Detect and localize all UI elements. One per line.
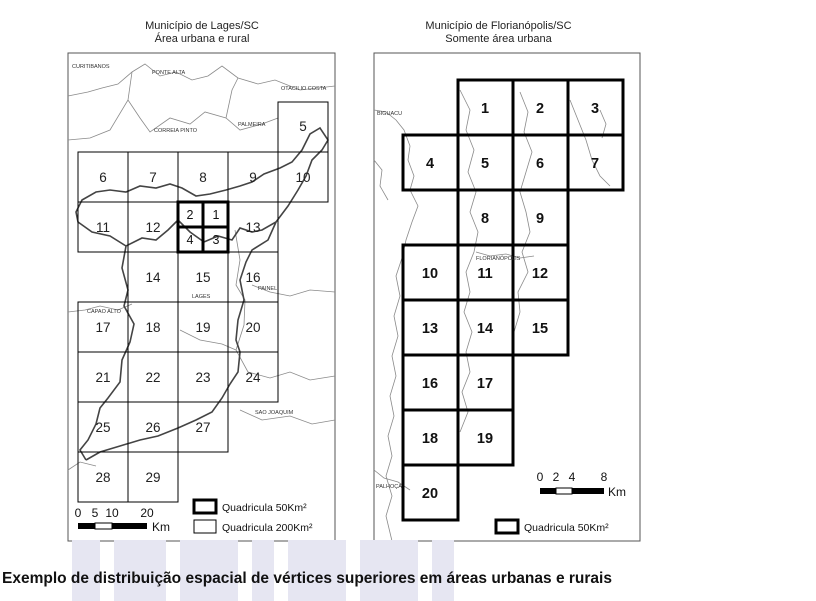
left-cell-14: 14 [145, 270, 161, 285]
left-cell-6: 6 [99, 170, 107, 185]
label-biguacu: BIGUACU [377, 111, 403, 117]
left-scale-tick-0: 0 [74, 506, 82, 520]
left-scale-tick-20: 20 [140, 506, 154, 520]
legend-50-label: Quadricula 50Km² [222, 502, 307, 514]
right-cell-13: 13 [421, 321, 439, 337]
left-cell-21: 21 [95, 370, 111, 385]
left-cell-22: 22 [145, 370, 161, 385]
label-ponte-alta: PONTE ALTA [152, 70, 186, 76]
left-cell-20: 20 [245, 320, 261, 335]
right-cell-14: 14 [476, 321, 494, 337]
left-cell-12: 12 [145, 220, 161, 235]
left-scale-unit: Km [152, 520, 170, 534]
right-cell-15: 15 [531, 321, 549, 337]
left-map [68, 53, 335, 541]
left-cell-24: 24 [245, 370, 261, 385]
label-palmeira: PALMEIRA [238, 122, 266, 128]
right-scale-tick-8: 8 [600, 470, 608, 484]
right-cell-5: 5 [480, 156, 490, 172]
left-cell-25: 25 [95, 420, 111, 435]
right-cell-18: 18 [421, 431, 439, 447]
right-scale-tick-4: 4 [568, 470, 576, 484]
right-cell-1: 1 [480, 101, 490, 117]
label-lages: LAGES [192, 294, 211, 300]
left-cell-3: 3 [212, 233, 220, 247]
left-cell-2: 2 [186, 208, 194, 222]
right-cell-3: 3 [590, 101, 600, 117]
left-cell-16: 16 [245, 270, 261, 285]
legend-200-label: Quadricula 200Km² [222, 522, 313, 534]
right-cell-7: 7 [590, 156, 600, 172]
label-palhoca: PALHOÇA [376, 484, 402, 490]
left-scale-tick-10: 10 [105, 506, 119, 520]
right-cell-20: 20 [421, 486, 439, 502]
left-cell-17: 17 [95, 320, 111, 335]
left-scale-tick-5: 5 [91, 506, 99, 520]
label-florianopolis: FLORIANÓPOLIS [476, 256, 521, 262]
right-scale-tick-2: 2 [552, 470, 560, 484]
label-sao-joaquim: SAO JOAQUIM [255, 410, 294, 416]
label-painel: PAINEL [258, 286, 278, 292]
right-cell-4: 4 [425, 156, 435, 172]
right-map-frame [374, 53, 640, 541]
figure-caption: Exemplo de distribuição espacial de vértices superiores em áreas urbanas e rurais [2, 570, 612, 587]
right-cell-11: 11 [477, 266, 493, 282]
left-cell-28: 28 [95, 470, 111, 485]
right-scale-unit: Km [608, 485, 626, 499]
label-capao-alto: CAPAO ALTO [87, 309, 121, 315]
left-cell-4: 4 [186, 233, 194, 247]
left-map-title-line1: Município de Lages/SC [145, 20, 259, 32]
right-cell-6: 6 [535, 156, 545, 172]
label-curitibanos: CURITIBANOS [72, 64, 110, 70]
label-correia-pinto: CORREIA PINTO [154, 128, 197, 134]
right-cell-16: 16 [421, 376, 439, 392]
left-cell-9: 9 [249, 170, 257, 185]
left-cell-19: 19 [195, 320, 211, 335]
left-cell-23: 23 [195, 370, 211, 385]
right-cell-12: 12 [531, 266, 549, 282]
right-map [374, 53, 640, 541]
left-cell-7: 7 [149, 170, 157, 185]
left-cell-11: 11 [95, 220, 111, 235]
right-cell-17: 17 [476, 376, 494, 392]
right-cell-10: 10 [421, 266, 439, 282]
right-map-title-line2: Somente área urbana [445, 33, 552, 45]
right-cell-8: 8 [480, 211, 490, 227]
left-cell-27: 27 [195, 420, 211, 435]
left-cell-10: 10 [295, 170, 311, 185]
left-cell-18: 18 [145, 320, 161, 335]
right-cell-19: 19 [476, 431, 494, 447]
left-cell-5: 5 [299, 119, 307, 134]
left-cell-15: 15 [195, 270, 211, 285]
left-cell-1: 1 [212, 208, 220, 222]
label-otacilio-costa: OTACILIO COSTA [281, 86, 327, 92]
right-legend-50-label: Quadricula 50Km² [524, 522, 609, 534]
left-cell-26: 26 [145, 420, 161, 435]
left-cell-8: 8 [199, 170, 207, 185]
left-cell-13: 13 [245, 220, 261, 235]
right-cell-2: 2 [535, 101, 545, 117]
left-map-title-line2: Área urbana e rural [154, 33, 250, 45]
right-scale-tick-0: 0 [536, 470, 544, 484]
left-cell-29: 29 [145, 470, 161, 485]
right-cell-9: 9 [535, 211, 545, 227]
right-map-title-line1: Município de Florianópolis/SC [425, 20, 572, 32]
